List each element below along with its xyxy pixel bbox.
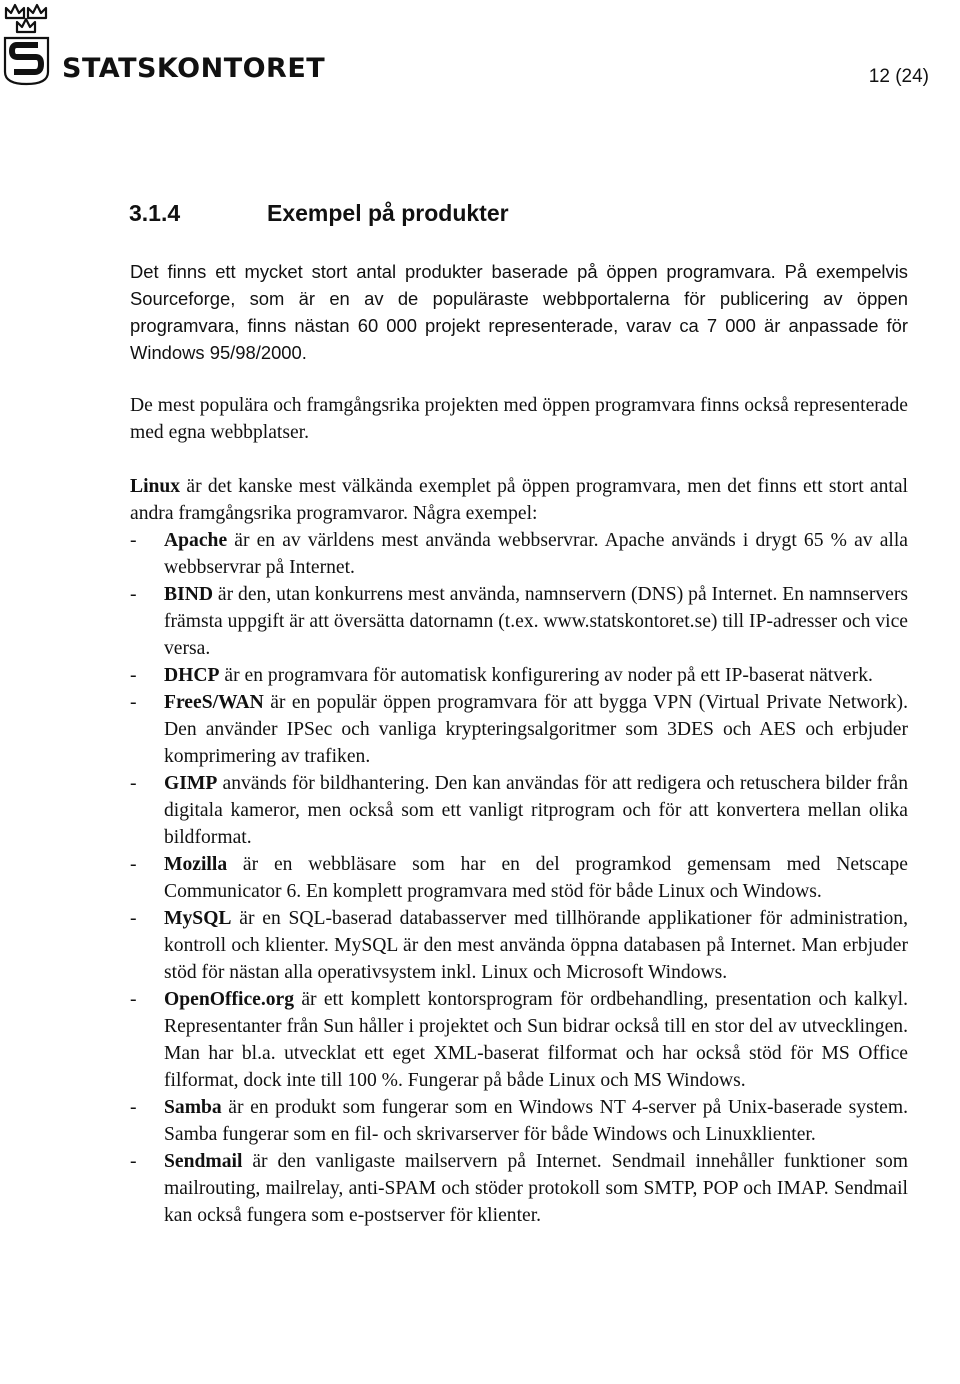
list-dash: - bbox=[130, 530, 137, 551]
paragraph-text: är det kanske mest välkända exemplet på öppen programvara, men det finns ett stort antal andra framgångsrika programvaror. Några exempel: bbox=[130, 476, 908, 524]
list-dash: - bbox=[130, 692, 137, 713]
product-description: är den vanligaste mailservern på Internet. Sendmail innehåller funktioner som mailrouting, mailrelay, anti-SPAM och stöder protokoll som SMTP, POP och IMAP. Sendmail kan också fungera som e-postserver för klienter. bbox=[164, 1151, 908, 1226]
product-description: är en produkt som fungerar som en Windows NT 4-server på Unix-baserade system. Samba fungerar som en fil- och skrivarserver för både Windows och Linuxklienter. bbox=[164, 1097, 908, 1145]
product-description: används för bildhantering. Den kan användas för att redigera och retuschera bilder från digitala kameror, men också som ett vanligt ritprogram och för att konvertera mellan olika bildformat. bbox=[164, 773, 908, 848]
product-name: FreeS/WAN bbox=[164, 692, 264, 713]
product-description: är den, utan konkurrens mest använda, namnservern (DNS) på Internet. En namnservers främsta uppgift är att översätta datornamn (t.ex. www.statskontoret.se) till IP-adresser och vice versa. bbox=[164, 584, 908, 659]
paragraph-popular-projects bbox=[130, 392, 908, 446]
list-dash: - bbox=[130, 908, 137, 929]
section-title: Exempel på produkter bbox=[267, 200, 509, 226]
list-dash: - bbox=[130, 854, 137, 875]
section-heading bbox=[129, 200, 509, 227]
list-item bbox=[130, 581, 908, 662]
statskontoret-logo-icon bbox=[2, 2, 52, 86]
paragraph-text: De mest populära och framgångsrika projekten med öppen programvara finns också representerade med egna webbplatser. bbox=[130, 395, 908, 443]
list-dash: - bbox=[130, 1151, 137, 1172]
list-item bbox=[130, 1094, 908, 1148]
product-name: Mozilla bbox=[164, 854, 228, 875]
brand-name: STATSKONTORET bbox=[62, 53, 326, 84]
product-name: GIMP bbox=[164, 773, 218, 794]
product-name: BIND bbox=[164, 584, 213, 605]
list-dash: - bbox=[130, 773, 137, 794]
page-number: 12 (24) bbox=[868, 66, 929, 87]
list-item bbox=[130, 662, 908, 689]
section-number: 3.1.4 bbox=[129, 200, 181, 226]
term-linux: Linux bbox=[130, 476, 181, 497]
product-description: är en populär öppen programvara för att bygga VPN (Virtual Private Network). Den använder IPSec och vanliga krypteringsalgoritmer som 3DES och AES och erbjuder komprimering av trafiken. bbox=[164, 692, 908, 767]
paragraph-intro bbox=[130, 258, 908, 366]
product-description: är en SQL-baserad databasserver med tillhörande applikationer för administration, kontroll och klienter. MySQL är den mest använda öppna databasen på Internet. Man erbjuder stöd för nästan alla operativsystem inkl. Linux och Microsoft Windows. bbox=[164, 908, 908, 983]
product-name: MySQL bbox=[164, 908, 232, 929]
list-item bbox=[130, 689, 908, 770]
list-item bbox=[130, 851, 908, 905]
product-description: är ett komplett kontorsprogram för ordbehandling, presentation och kalkyl. Representanter från Sun håller i projektet och Sun bidrar också till en stor del av utvecklingen. Man har bl.a. utvecklat ett eget XML-baserat filformat och har också stöd för MS Office filformat, dock inte till 100 %. Fungerar på både Linux och MS Windows. bbox=[164, 989, 908, 1091]
product-name: Sendmail bbox=[164, 1151, 243, 1172]
product-name: Samba bbox=[164, 1097, 222, 1118]
list-item bbox=[130, 527, 908, 581]
product-description: är en webbläsare som har en del programkod gemensam med Netscape Communicator 6. En komplett programvara med stöd för både Linux och Windows. bbox=[164, 854, 908, 902]
product-name: Apache bbox=[164, 530, 228, 551]
list-item bbox=[130, 986, 908, 1094]
product-description: är en programvara för automatisk konfigurering av noder på ett IP-baserat nätverk. bbox=[219, 665, 873, 686]
list-dash: - bbox=[130, 584, 137, 605]
list-dash: - bbox=[130, 665, 137, 686]
product-name: DHCP bbox=[164, 665, 220, 686]
list-item bbox=[130, 770, 908, 851]
list-item bbox=[130, 1148, 908, 1229]
product-list bbox=[130, 527, 908, 1229]
list-dash: - bbox=[130, 1097, 137, 1118]
list-dash: - bbox=[130, 989, 137, 1010]
paragraph-text: Det finns ett mycket stort antal produkter baserade på öppen programvara. På exempelvis Sourceforge, som är en av de populäraste webbportalerna för publicering av öppen programvara, finns nästan 60 000 projekt representerade, varav ca 7 000 är anpassade för Windows 95/98/2000. bbox=[130, 261, 908, 363]
product-description: är en av världens mest använda webbservrar. Apache används i drygt 65 % av alla webbservrar på Internet. bbox=[164, 530, 908, 578]
paragraph-linux bbox=[130, 473, 908, 527]
product-name: OpenOffice.org bbox=[164, 989, 295, 1010]
list-item bbox=[130, 905, 908, 986]
